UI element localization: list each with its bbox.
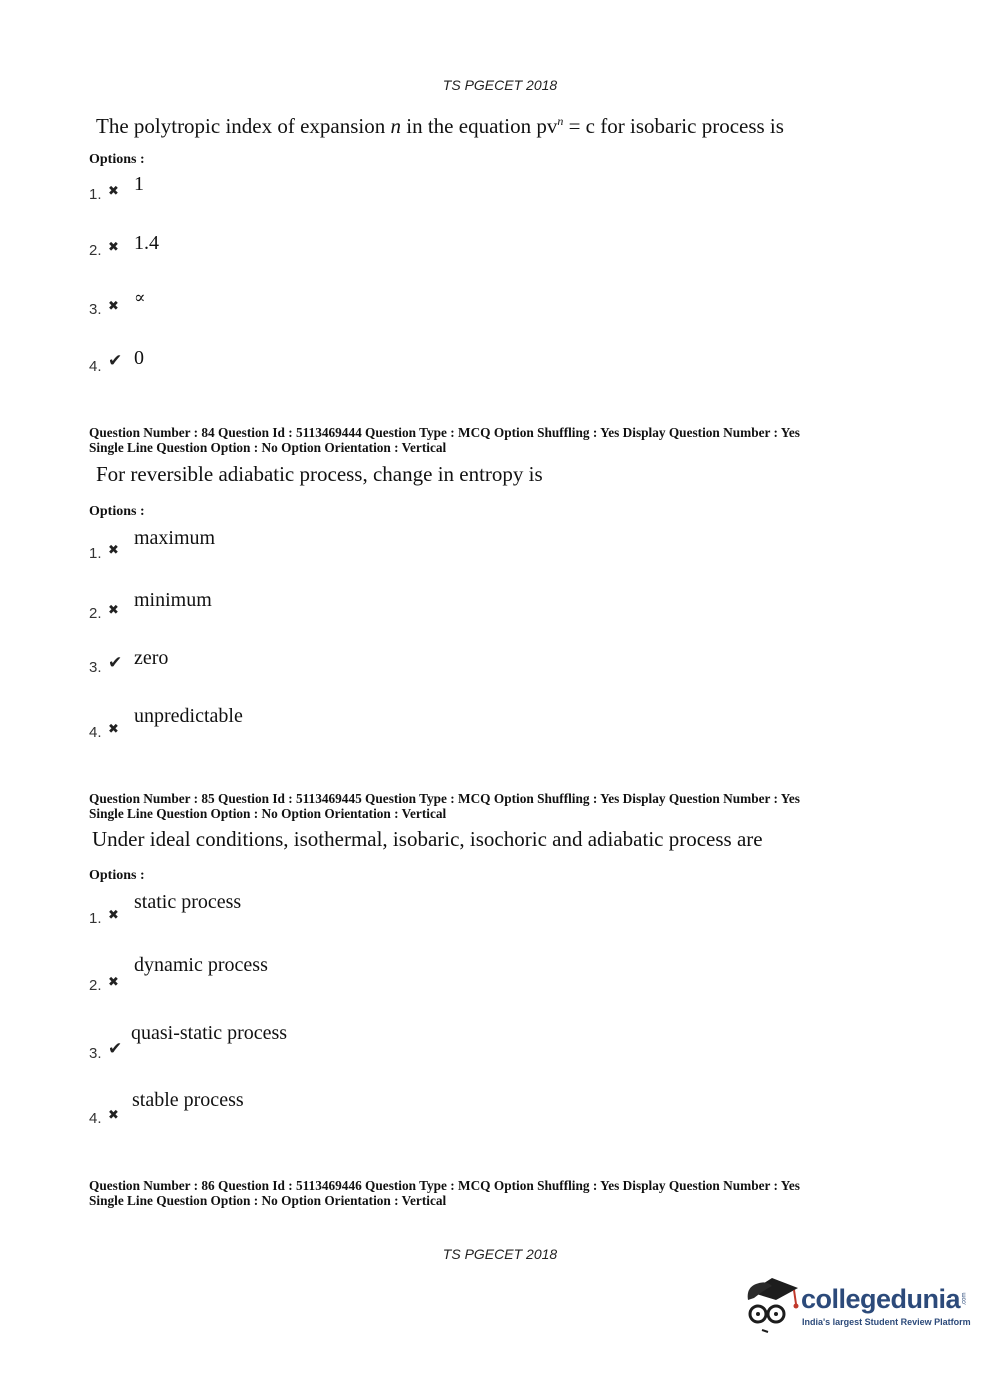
option-number: 3. — [89, 659, 102, 676]
option-number: 2. — [89, 242, 102, 259]
option-text: unpredictable — [134, 705, 243, 727]
page-footer: TS PGECET 2018 — [442, 1246, 558, 1262]
option-text: zero — [134, 647, 169, 669]
question-variable-n: n — [390, 114, 402, 138]
question-meta: Single Line Question Option : No Option Orientation : Vertical — [89, 1193, 447, 1208]
option-number: 4. — [89, 1110, 102, 1127]
option-text: 1 — [134, 173, 144, 195]
cross-icon: ✖ — [108, 974, 119, 989]
options-label: Options : — [89, 868, 145, 883]
options-label: Options : — [89, 152, 145, 167]
question-meta: Question Number : 86 Question Id : 5113469446 Question Type : MCQ Option Shuffling : Yes Display Question Number : Yes — [89, 1178, 800, 1193]
collegedunia-tagline: India's largest Student Review Platform — [802, 1317, 971, 1327]
question-meta: Single Line Question Option : No Option Orientation : Vertical — [89, 440, 447, 455]
question-text-part: The polytropic index of expansion — [96, 114, 391, 138]
option-number: 1. — [89, 186, 102, 203]
option-number: 4. — [89, 724, 102, 741]
option-text: maximum — [134, 527, 216, 549]
cross-icon: ✖ — [108, 602, 119, 617]
question-text-84: For reversible adiabatic process, change in entropy is — [96, 462, 543, 486]
cross-icon: ✖ — [108, 239, 119, 254]
option-number: 4. — [89, 358, 102, 375]
collegedunia-logo-com: .com — [961, 1292, 968, 1306]
option-text: quasi-static process — [131, 1022, 288, 1044]
option-number: 2. — [89, 605, 102, 622]
option-number: 3. — [89, 1045, 102, 1062]
question-text-part: in the equation pv — [401, 114, 558, 138]
check-icon: ✔ — [108, 1039, 123, 1058]
question-text-83 — [96, 114, 784, 139]
option-text: minimum — [134, 589, 212, 611]
option-text: 1.4 — [134, 232, 159, 254]
question-superscript: n — [557, 114, 564, 128]
cross-icon: ✖ — [108, 183, 119, 198]
option-text: static process — [134, 891, 242, 913]
option-text: dynamic process — [134, 954, 268, 976]
question-meta: Single Line Question Option : No Option Orientation : Vertical — [89, 806, 447, 821]
option-number: 1. — [89, 545, 102, 562]
check-icon: ✔ — [108, 653, 123, 672]
option-text: 0 — [134, 347, 144, 369]
cross-icon: ✖ — [108, 1107, 119, 1122]
cross-icon: ✖ — [108, 907, 119, 922]
cross-icon: ✖ — [108, 298, 119, 313]
cross-icon: ✖ — [108, 721, 119, 736]
option-number: 3. — [89, 301, 102, 318]
check-icon: ✔ — [108, 351, 123, 370]
question-text-part: = c for isobaric process is — [563, 114, 784, 138]
question-text-85: Under ideal conditions, isothermal, isobaric, isochoric and adiabatic process are — [92, 827, 763, 851]
collegedunia-logo-text: collegedunia — [801, 1284, 961, 1314]
question-meta: Question Number : 85 Question Id : 5113469445 Question Type : MCQ Option Shuffling : Yes Display Question Number : Yes — [89, 791, 800, 806]
option-text: ∝ — [134, 288, 146, 307]
page-header: TS PGECET 2018 — [442, 77, 558, 93]
options-label: Options : — [89, 504, 145, 519]
question-meta: Question Number : 84 Question Id : 5113469444 Question Type : MCQ Option Shuffling : Yes Display Question Number : Yes — [89, 425, 800, 440]
option-number: 1. — [89, 910, 102, 927]
cross-icon: ✖ — [108, 542, 119, 557]
option-number: 2. — [89, 977, 102, 994]
collegedunia-mascot-icon — [742, 1270, 804, 1338]
option-text: stable process — [132, 1089, 244, 1111]
